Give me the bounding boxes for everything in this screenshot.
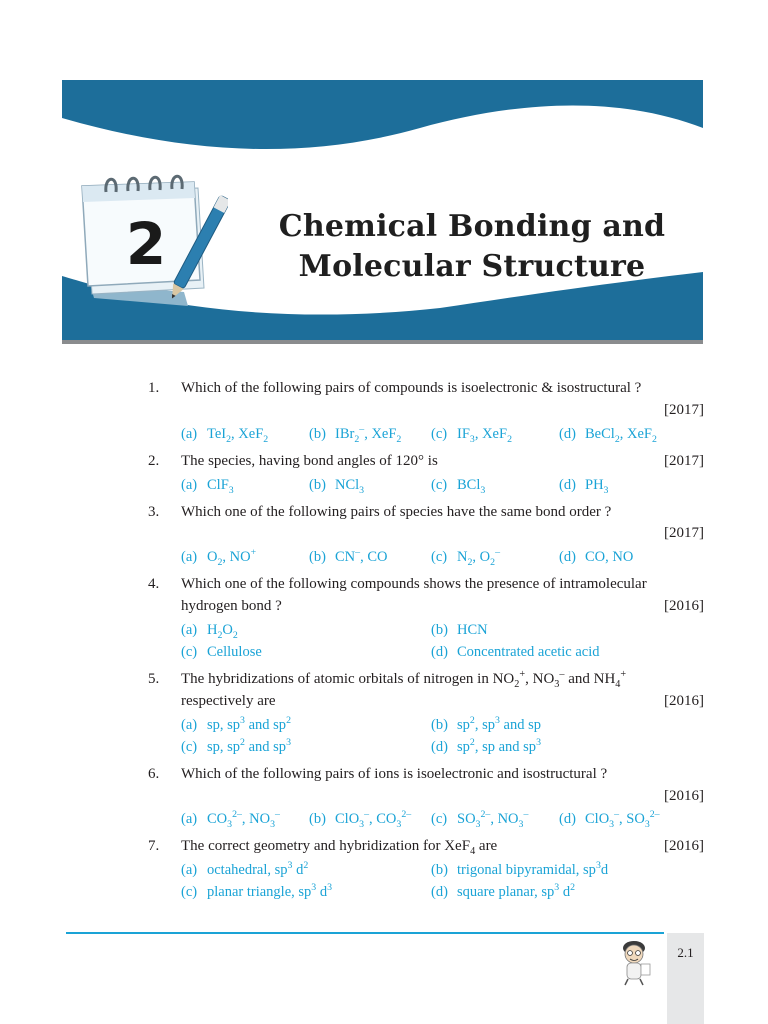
options-row	[181, 424, 711, 444]
option-text: Cellulose	[207, 644, 262, 660]
option-label: (a)	[181, 426, 198, 442]
question-number: 4.	[148, 576, 160, 592]
page-number: 2.1	[677, 945, 694, 960]
option-label: (c)	[431, 477, 448, 493]
option-text: IBr$_2$–, XeF$_2$	[335, 424, 402, 445]
option-label: (b)	[431, 862, 448, 878]
option-text: BCl$_3$	[457, 477, 486, 496]
option-label: (c)	[181, 884, 198, 900]
option-label: (a)	[181, 862, 198, 878]
options-row	[181, 882, 711, 902]
question-year: [2016]	[664, 598, 704, 614]
option-text: sp, $sp^3$ and $sp^2$	[207, 715, 291, 733]
option-text: planar triangle, $sp^3$ $d^3$	[207, 882, 333, 900]
question-year: [2017]	[664, 453, 704, 469]
question-text: The correct geometry and hybridization for XeF$_4$ are	[181, 838, 498, 857]
option-text: HCN	[457, 622, 488, 638]
option-text: ClO$_3$–, $SO_3^{2-}$	[585, 809, 660, 830]
question-line	[148, 669, 704, 689]
question-text: The species, having bond angles of 120° is	[181, 453, 438, 469]
option-text: square planar, $sp^3$ $d^2$	[457, 882, 575, 900]
mascot-icon	[614, 934, 660, 986]
question-line	[148, 378, 704, 398]
footer-divider	[66, 932, 664, 934]
option-text: CO, NO	[585, 549, 634, 565]
question-line	[148, 596, 704, 616]
question-year: [2017]	[664, 402, 704, 418]
option-label: (d)	[431, 884, 448, 900]
question-number: 6.	[148, 766, 160, 782]
option-label: (a)	[181, 811, 198, 827]
option-label: (c)	[431, 811, 448, 827]
options-row	[181, 620, 711, 640]
option-text: octahedral, $sp^3$ $d^2$	[207, 860, 309, 878]
option-text: ClO$_3$–, $CO_3^{2-}$	[335, 809, 412, 830]
question-line	[148, 691, 704, 711]
option-label: (b)	[309, 811, 326, 827]
option-text: $O_2$, NO+	[207, 547, 257, 568]
option-text: TeI$_2$, XeF$_2$	[207, 426, 269, 445]
question-number: 5.	[148, 671, 160, 687]
question-line	[148, 502, 704, 522]
option-text: BeCl$_2$, XeF$_2$	[585, 426, 657, 445]
option-text: $H_2O_2$	[207, 622, 238, 641]
options-row	[181, 547, 711, 567]
question-text: Which of the following pairs of compounds is isoelectronic & isostructural ?	[181, 380, 642, 396]
question-text: respectively are	[181, 693, 276, 709]
option-text: $sp^2$, sp and $sp^3$	[457, 737, 541, 755]
option-text: NCl$_3$	[335, 477, 365, 496]
question-text: Which one of the following compounds shows the presence of intramolecular	[181, 576, 647, 592]
option-label: (b)	[309, 426, 326, 442]
option-label: (d)	[431, 644, 448, 660]
question-line	[148, 836, 704, 856]
question-year: [2016]	[664, 693, 704, 709]
question-line	[148, 451, 704, 471]
options-row	[181, 809, 711, 829]
option-text: Concentrated acetic acid	[457, 644, 600, 660]
options-row	[181, 715, 711, 735]
option-text: trigonal bipyramidal, $sp^3d$	[457, 860, 609, 878]
option-text: $sp^2$, $sp^3$ and sp	[457, 715, 541, 733]
chapter-title-line2: Molecular Structure	[298, 249, 646, 284]
chapter-number: 2	[125, 210, 167, 278]
option-text: sp, $sp^2$ and $sp^3$	[207, 737, 291, 755]
question-text: Which of the following pairs of ions is isoelectronic and isostructural ?	[181, 766, 608, 782]
option-label: (a)	[181, 717, 198, 733]
option-text: CN–, CO	[335, 547, 388, 565]
option-label: (d)	[559, 477, 576, 493]
options-row	[181, 860, 711, 880]
question-number: 2.	[148, 453, 160, 469]
option-label: (a)	[181, 622, 198, 638]
question-line	[148, 574, 704, 594]
option-label: (a)	[181, 549, 198, 565]
option-label: (b)	[431, 717, 448, 733]
question-year: [2016]	[664, 788, 704, 804]
option-label: (d)	[559, 426, 576, 442]
option-label: (c)	[181, 739, 198, 755]
question-line	[148, 786, 704, 806]
question-text: Which one of the following pairs of species have the same bond order ?	[181, 504, 612, 520]
option-label: (b)	[309, 549, 326, 565]
option-label: (c)	[431, 549, 448, 565]
option-text: $CO_3^{2-}$, $NO_3^-$	[207, 809, 280, 830]
question-year: [2016]	[664, 838, 704, 854]
option-text: $N_2$, $O_2^-$	[457, 547, 500, 568]
options-row	[181, 737, 711, 757]
options-row	[181, 642, 711, 662]
option-label: (a)	[181, 477, 198, 493]
question-number: 1.	[148, 380, 160, 396]
question-line	[148, 764, 704, 784]
question-year: [2017]	[664, 525, 704, 541]
option-label: (b)	[431, 622, 448, 638]
question-line	[148, 523, 704, 543]
option-text: $IF_3$, XeF$_2$	[457, 426, 512, 445]
option-label: (d)	[431, 739, 448, 755]
question-text: hydrogen bond ?	[181, 598, 282, 614]
option-label: (d)	[559, 549, 576, 565]
options-row	[181, 475, 711, 495]
option-label: (c)	[431, 426, 448, 442]
option-label: (d)	[559, 811, 576, 827]
option-label: (c)	[181, 644, 198, 660]
option-text: ClF$_3$	[207, 477, 234, 496]
chapter-title-line1: Chemical Bonding and	[278, 209, 666, 244]
question-text: The hybridizations of atomic orbitals of nitrogen in $NO_2^+$, $NO_3^-$ and $NH_4^+$	[181, 669, 627, 690]
question-number: 3.	[148, 504, 160, 520]
option-label: (b)	[309, 477, 326, 493]
option-text: $PH_3$	[585, 477, 609, 496]
question-line	[148, 400, 704, 420]
option-text: $SO_3^{2-}$, $NO_3^-$	[457, 809, 529, 830]
question-number: 7.	[148, 838, 160, 854]
